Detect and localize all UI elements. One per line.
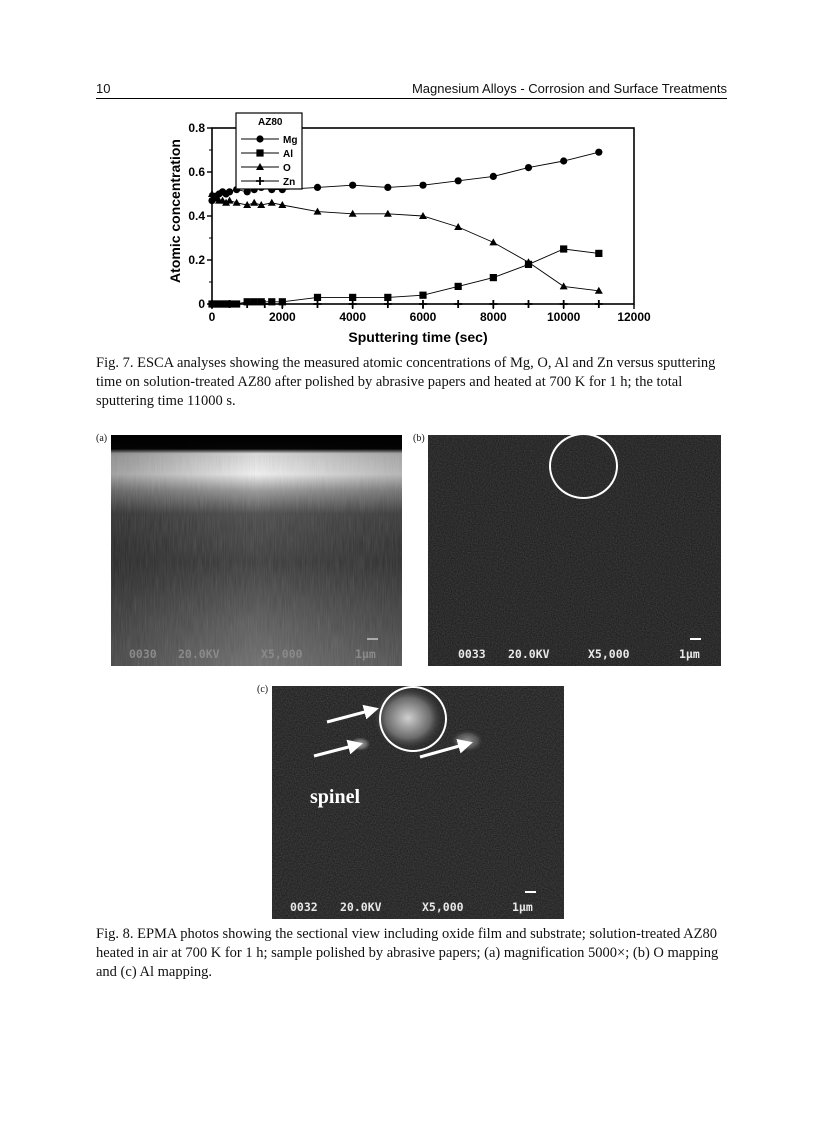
point-mg (384, 184, 391, 191)
point-o (560, 282, 568, 289)
sem-mag-a: X5,000 (261, 647, 303, 661)
sem-info-bar-b (428, 644, 721, 666)
point-mg (226, 188, 233, 195)
sem-image-b (428, 435, 721, 666)
scale-bar-b (690, 638, 701, 640)
page-number: 10 (96, 81, 111, 96)
sem-kv-c: 20.0KV (340, 900, 382, 914)
sem-info-bar-c (272, 897, 564, 919)
point-al (455, 283, 462, 290)
x-tick-label: 2000 (268, 310, 296, 324)
sem-image-c (272, 686, 564, 919)
point-mg (490, 173, 497, 180)
x-tick-label: 6000 (409, 310, 437, 324)
x-tick-label: 8000 (479, 310, 507, 324)
series-al (208, 245, 602, 307)
x-axis-label: Sputtering time (sec) (348, 329, 488, 345)
point-zn (454, 300, 462, 308)
point-zn (314, 300, 322, 308)
legend-marker-al (256, 149, 263, 156)
sem-image-a-texture (111, 435, 402, 666)
scale-bar-a (367, 638, 378, 640)
point-mg (349, 182, 356, 189)
point-o (268, 199, 276, 206)
fig7-caption: Fig. 7. ESCA analyses showing the measured atomic concentrations of Mg, O, Al and Zn versus sputtering time on solution-treated AZ80 after polished by abrasive papers and heated at 700 K for 1 h; the total sputtering time 11000 s. (96, 355, 716, 409)
point-o (384, 210, 392, 217)
point-zn (419, 300, 427, 308)
point-al (490, 274, 497, 281)
point-al (560, 245, 567, 252)
sem-kv-b: 20.0KV (508, 647, 550, 661)
running-header (96, 80, 727, 99)
point-mg (419, 182, 426, 189)
point-o (250, 199, 258, 206)
series-line-al (212, 249, 599, 304)
point-mg (314, 184, 321, 191)
point-mg (595, 149, 602, 156)
x-tick-label: 4000 (339, 310, 367, 324)
sem-code-a: 0030 (129, 647, 157, 661)
legend-marker-mg (256, 135, 263, 142)
panel-label-c: (c) (257, 684, 269, 695)
x-tick-label: 10000 (546, 310, 581, 324)
y-tick-label: 0.2 (188, 253, 205, 267)
point-zn (384, 300, 392, 308)
y-tick-label: 0.6 (188, 165, 205, 179)
panel-label-a: (a) (96, 433, 108, 444)
y-axis-label: Atomic concentration (167, 139, 183, 283)
sem-mag-c: X5,000 (422, 900, 464, 914)
point-al (595, 250, 602, 257)
highlight-circle-c (379, 686, 447, 752)
sem-kv-a: 20.0KV (178, 647, 220, 661)
point-al (314, 294, 321, 301)
point-zn (489, 300, 497, 308)
running-title: Magnesium Alloys - Corrosion and Surface Treatments (411, 81, 727, 96)
scale-bar-c (525, 891, 536, 893)
spinel-label: spinel (310, 786, 361, 808)
point-al (349, 294, 356, 301)
panel-label-b: (b) (413, 433, 425, 444)
esca-chart (160, 108, 660, 353)
point-al (384, 294, 391, 301)
y-tick-label: 0 (198, 297, 205, 311)
point-zn (595, 300, 603, 308)
legend-label-al: Al (283, 149, 293, 160)
y-tick-label: 0.4 (188, 209, 205, 223)
legend-label-zn: Zn (283, 177, 296, 188)
sem-image-a (111, 435, 402, 666)
series-zn (208, 300, 603, 308)
highlight-circle-b (549, 435, 618, 499)
point-o (489, 238, 497, 245)
point-mg (525, 164, 532, 171)
point-zn (560, 300, 568, 308)
legend-label-o: O (283, 163, 291, 174)
series-o (208, 190, 603, 294)
legend (236, 113, 302, 189)
legend-label-mg: Mg (283, 135, 298, 146)
x-tick-label: 12000 (617, 310, 651, 324)
sem-scale-a: 1μm (355, 647, 376, 661)
sem-code-b: 0033 (458, 647, 486, 661)
sem-scale-b: 1μm (679, 647, 700, 661)
legend-title: AZ80 (258, 117, 283, 128)
sem-mag-b: X5,000 (588, 647, 630, 661)
point-al (419, 292, 426, 299)
y-tick-label: 0.8 (188, 121, 205, 135)
point-mg (560, 157, 567, 164)
x-tick-label: 0 (208, 310, 216, 324)
point-mg (455, 177, 462, 184)
point-zn (525, 300, 533, 308)
point-zn (349, 300, 357, 308)
series-line-o (212, 194, 599, 291)
fig8-caption: Fig. 8. EPMA photos showing the sectional view including oxide film and substrate; solution-treated AZ80 heated in air at 700 K for 1 h; sample polished by abrasive papers; (a) magnification 5000×; (b) O mapping and (c) Al mapping. (96, 926, 719, 980)
sem-code-c: 0032 (290, 900, 318, 914)
sem-scale-c: 1μm (512, 900, 533, 914)
sem-info-bar-a (111, 644, 402, 666)
